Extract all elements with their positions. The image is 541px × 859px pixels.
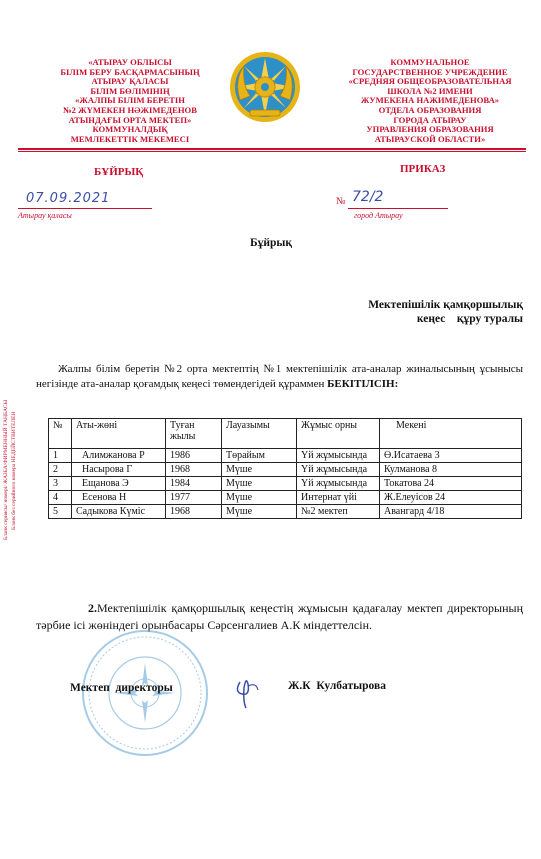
council-table — [48, 418, 522, 519]
cell-name: Есенова Н — [72, 491, 166, 505]
cell-name: Насырова Г — [72, 463, 166, 477]
header-right-line: УПРАВЛЕНИЯ ОБРАЗОВАНИЯ — [366, 124, 494, 135]
col-header-birth-year: Туған жылы — [166, 419, 222, 449]
paragraph-approve — [36, 362, 523, 392]
cell-birth-year: 1977 — [166, 491, 222, 505]
header-left-line: «ЖАЛПЫ БІЛІМ БЕРЕТІН — [75, 95, 185, 106]
order-subject — [368, 298, 523, 326]
doc-type-kz: БҰЙРЫҚ — [94, 166, 144, 178]
side-note — [3, 380, 27, 540]
header-left-line: АТЫРАУ ҚАЛАСЫ — [91, 76, 169, 87]
signatory-role: Мектеп директоры — [70, 682, 173, 694]
cell-number: 4 — [49, 491, 72, 505]
header-divider-thin — [18, 151, 526, 152]
paragraph-approve-text: Жалпы білім беретін №2 орта мектептің №1 мектепішілік ата-аналар жиналысының ұсынысы негізінде ата-аналар қоғамдық кеңесі төмендегідей құраммен — [36, 363, 523, 390]
paragraph-supervision-number: 2. — [88, 601, 97, 615]
cell-workplace: Үй жұмысында — [297, 477, 380, 491]
col-header-workplace: Жұмыс орны — [297, 419, 380, 449]
cell-number: 5 — [49, 505, 72, 519]
side-note-line: Бланк без серийного номера НЕДЕЙСТВИТЕЛЕН — [11, 411, 17, 530]
header-right-line: ГОРОДА АТЫРАУ — [393, 114, 467, 125]
state-emblem-icon — [228, 50, 302, 124]
header-left-line: КОММУНАЛДЫҚ — [92, 124, 168, 135]
header-left-org — [45, 58, 215, 144]
cell-address: Токатова 24 — [380, 477, 522, 491]
cell-position: Мүше — [222, 477, 297, 491]
cell-name: Садыкова Күміс — [72, 505, 166, 519]
cell-birth-year: 1984 — [166, 477, 222, 491]
page-title: Бұйрық — [250, 237, 292, 249]
header-right-line: ШКОЛА №2 ИМЕНИ — [387, 85, 473, 96]
table-row — [49, 505, 522, 519]
header-left-line: БІЛІМ БӨЛІМІНІҢ — [90, 85, 170, 96]
table-header-row — [49, 419, 522, 449]
cell-number: 3 — [49, 477, 72, 491]
number-handwritten: 72/2 — [352, 189, 384, 205]
cell-birth-year: 1968 — [166, 463, 222, 477]
date-handwritten: 07.09.2021 — [26, 191, 111, 206]
header-left-line: МЕМЛЕКЕТТІК МЕКЕМЕСІ — [70, 133, 190, 144]
col-header-name: Аты-жөні — [72, 419, 166, 449]
header-left-line: №2 ЖҮМЕКЕН НӘЖІМЕДЕНОВ — [63, 104, 197, 115]
paragraph-approve-bold: БЕКІТІЛСІН: — [327, 378, 399, 390]
signatory-name: Ж.К Кулбатырова — [288, 680, 386, 692]
cell-address: Ж.Елеуісов 24 — [380, 491, 522, 505]
header-left-line: БІЛІМ БЕРУ БАСҚАРМАСЫНЫҢ — [60, 66, 200, 77]
number-underline — [348, 208, 448, 209]
col-header-address: Мекені — [380, 419, 522, 449]
header-right-line: АТЫРАУСКОЙ ОБЛАСТИ» — [374, 133, 486, 144]
subject-line: Мектепішілік қамқоршылық — [368, 299, 523, 311]
cell-workplace: Интернат үйі — [297, 491, 380, 505]
cell-number: 2 — [49, 463, 72, 477]
cell-workplace: №2 мектеп — [297, 505, 380, 519]
cell-birth-year: 1968 — [166, 505, 222, 519]
table-row — [49, 477, 522, 491]
col-header-number: № — [49, 419, 72, 449]
col-header-position: Лауазымы — [222, 419, 297, 449]
header-right-line: «СРЕДНЯЯ ОБЩЕОБРАЗОВАТЕЛЬНАЯ — [348, 76, 512, 87]
cell-number: 1 — [49, 449, 72, 463]
table-row — [49, 449, 522, 463]
cell-position: Мүше — [222, 463, 297, 477]
header-divider — [18, 148, 526, 150]
header-right-line: ЖУМЕКЕНА НАЖИМЕДЕНОВА» — [360, 95, 500, 106]
number-prefix: № — [336, 196, 346, 207]
cell-name: Алимжанова Р — [72, 449, 166, 463]
cell-position: Төрайым — [222, 449, 297, 463]
cell-address: Авангард 4/18 — [380, 505, 522, 519]
cell-address: Ө.Исатаева 3 — [380, 449, 522, 463]
city-kz: Атырау қаласы — [18, 211, 72, 220]
doc-type-ru: ПРИКАЗ — [400, 163, 446, 175]
cell-address: Кулманова 8 — [380, 463, 522, 477]
table-row — [49, 463, 522, 477]
header-left-line: АТЫНДАҒЫ ОРТА МЕКТЕП» — [68, 114, 192, 125]
cell-workplace: Үй жұмысында — [297, 463, 380, 477]
cell-name: Ещанова Э — [72, 477, 166, 491]
cell-birth-year: 1986 — [166, 449, 222, 463]
cell-position: Мүше — [222, 505, 297, 519]
header-right-org — [330, 58, 530, 144]
cell-position: Мүше — [222, 491, 297, 505]
side-note-line: Бланк сериясы/ номері/ ЖАЗБА/ФИРМЕННЫЙ ТАҢБАСЫ — [3, 399, 9, 540]
handwritten-signature-icon — [232, 672, 262, 712]
cell-workplace: Үй жұмысында — [297, 449, 380, 463]
date-underline — [18, 208, 152, 209]
paragraph-supervision-text: Мектепішілік қамқоршылық кеңестің жұмысын қадағалау мектеп директорының тәрбие ісі жөніндегі орынбасары Сәрсенгалиев А.К міндеттелсін. — [36, 601, 523, 632]
subject-line: кеңес құру туралы — [416, 313, 523, 325]
header-right-line: КОММУНАЛЬНОЕ — [390, 57, 470, 67]
header-right-line: ГОСУДАРСТВЕННОЕ УЧРЕЖДЕНИЕ — [352, 66, 508, 77]
city-ru: город Атырау — [354, 211, 403, 220]
header-left-line: «АТЫРАУ ОБЛЫСЫ — [88, 57, 172, 67]
header-right-line: ОТДЕЛА ОБРАЗОВАНИЯ — [378, 104, 482, 115]
table-row — [49, 491, 522, 505]
